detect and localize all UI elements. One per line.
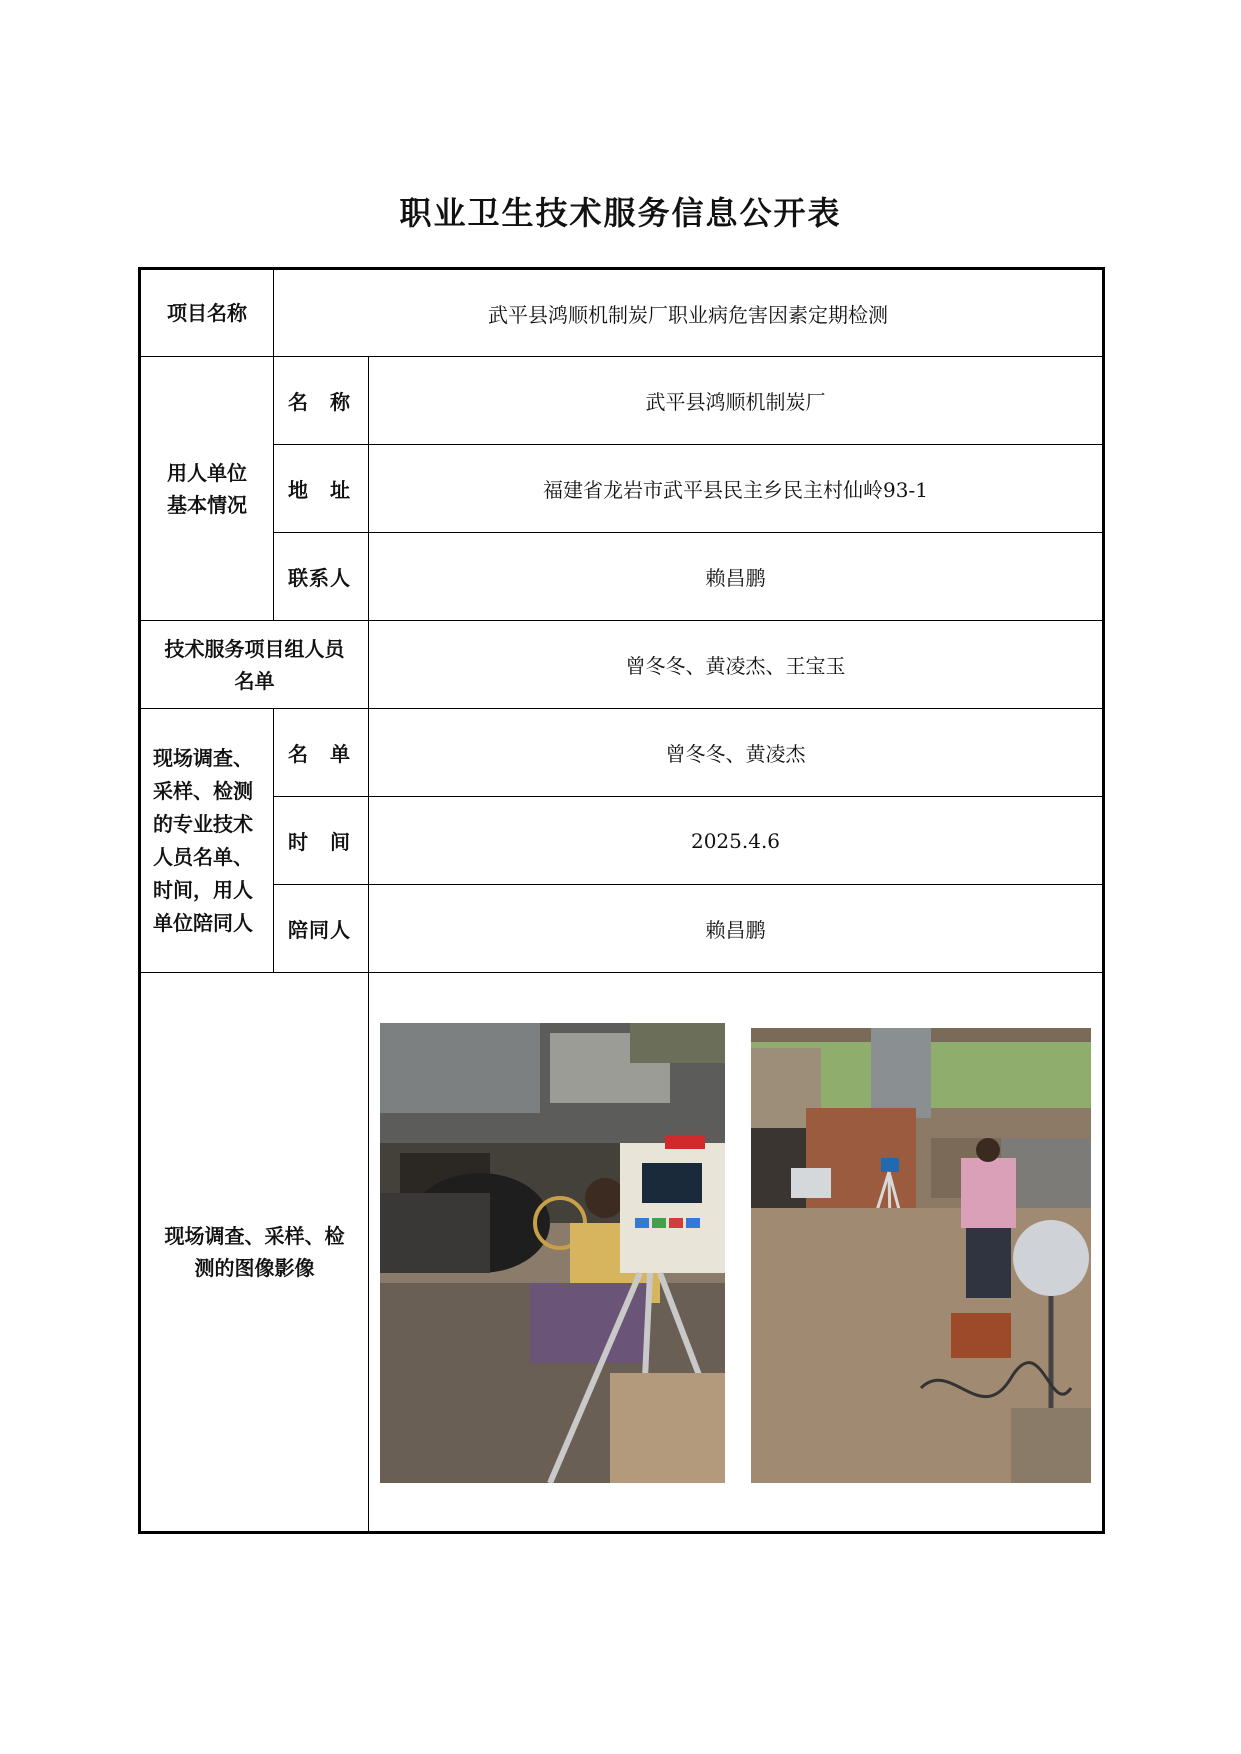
employer-contact-value: 赖昌鹏 (369, 533, 1104, 621)
employer-name-label: 名 称 (274, 357, 369, 445)
onsite-list-value: 曾冬冬、黄凌杰 (369, 709, 1104, 797)
onsite-time-label: 时 间 (274, 797, 369, 885)
employer-info-label (140, 357, 274, 621)
row-onsite-escort (140, 885, 1104, 973)
employer-label-line1: 用人单位 (167, 460, 247, 485)
images-label-line2: 测的图像影像 (194, 1256, 315, 1280)
project-name-label: 项目名称 (140, 269, 274, 357)
row-onsite-images (140, 973, 1104, 1533)
photo-yard-scene-graphic (751, 1028, 1091, 1483)
onsite-staff-label (140, 709, 274, 973)
page-title: 职业卫生技术服务信息公开表 (399, 194, 842, 232)
row-employer-name (140, 357, 1104, 445)
onsite-label-line4: 人员名单、 (153, 844, 253, 869)
info-table (138, 267, 1105, 1534)
onsite-label-line2: 采样、检测 (153, 778, 253, 803)
onsite-photo-sampling-at-drum (380, 1023, 725, 1483)
row-onsite-time (140, 797, 1104, 885)
employer-address-value: 福建省龙岩市武平县民主乡民主村仙岭93-1 (369, 445, 1104, 533)
employer-address-label: 地 址 (274, 445, 369, 533)
employer-label-line2: 基本情况 (167, 492, 247, 517)
row-onsite-list (140, 709, 1104, 797)
project-name-value: 武平县鸿顺机制炭厂职业病危害因素定期检测 (274, 269, 1104, 357)
onsite-label-line5: 时间，用人 (153, 877, 253, 902)
onsite-list-label: 名 单 (274, 709, 369, 797)
onsite-time-value: 2025.4.6 (369, 797, 1104, 885)
onsite-escort-label: 陪同人 (274, 885, 369, 973)
row-team-members (140, 621, 1104, 709)
team-members-label (140, 621, 369, 709)
photo-drum-scene-graphic (380, 1023, 725, 1483)
onsite-label-line1: 现场调查、 (153, 745, 253, 770)
team-label-line1: 技术服务项目组人员 (164, 636, 345, 661)
onsite-images-label (140, 973, 369, 1533)
onsite-escort-value: 赖昌鹏 (369, 885, 1104, 973)
images-label-line1: 现场调查、采样、检 (164, 1224, 345, 1248)
team-label-line2: 名单 (234, 668, 275, 693)
row-employer-contact (140, 533, 1104, 621)
row-project-name (140, 269, 1104, 357)
onsite-label-line3: 的专业技术 (153, 811, 253, 836)
onsite-label-line6: 单位陪同人 (153, 910, 253, 935)
onsite-images-cell (369, 973, 1104, 1533)
employer-name-value: 武平县鸿顺机制炭厂 (369, 357, 1104, 445)
row-employer-address (140, 445, 1104, 533)
employer-contact-label: 联系人 (274, 533, 369, 621)
team-members-value: 曾冬冬、黄凌杰、王宝玉 (369, 621, 1104, 709)
onsite-photo-sampling-in-yard (751, 1028, 1091, 1483)
